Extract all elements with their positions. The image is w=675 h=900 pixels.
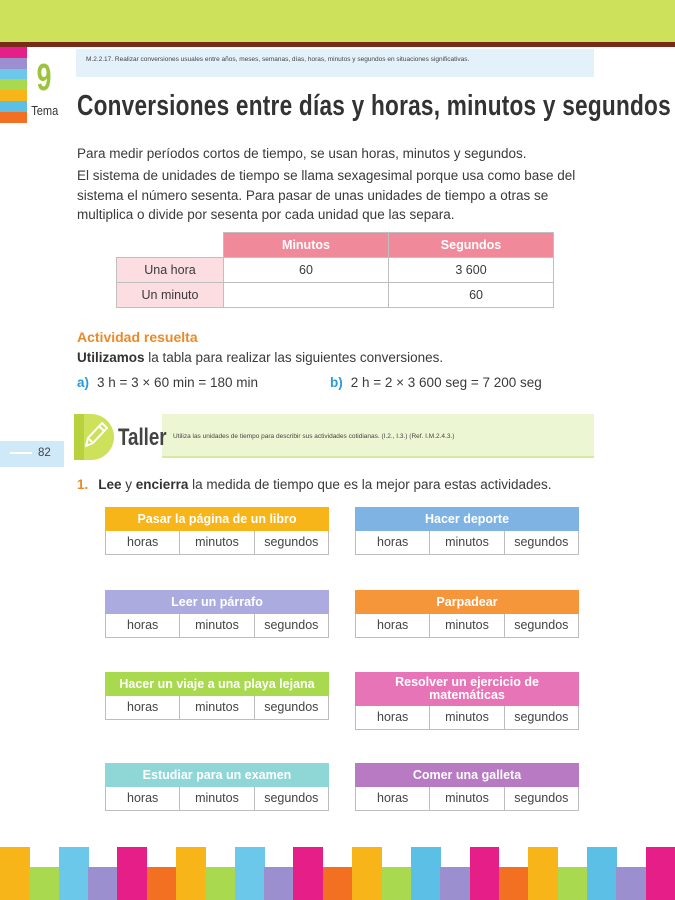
- bottom-stripe: [205, 867, 235, 900]
- taller-label: Taller: [118, 424, 167, 451]
- option-horas[interactable]: horas: [127, 700, 159, 714]
- bottom-stripe: [235, 847, 265, 900]
- bottom-stripe: [147, 867, 177, 900]
- intro-paragraph-1: Para medir períodos cortos de tiempo, se usan horas, minutos y segundos.: [77, 146, 527, 161]
- card-options: [355, 614, 579, 638]
- card-title: Hacer deporte: [355, 507, 579, 531]
- question-bold-1: Lee: [98, 477, 122, 492]
- taller-text: Utiliza las unidades de tiempo para describir sus actividades cotidianas. (I.2., I.3.) (Ref. I.M.2.4.3.): [173, 433, 455, 440]
- card-title: Resolver un ejercicio de matemáticas: [355, 672, 579, 706]
- item-b-text: 2 h = 2 × 3 600 seg = 7 200 seg: [350, 375, 542, 390]
- option-minutos[interactable]: minutos: [429, 787, 503, 810]
- item-a-text: 3 h = 3 × 60 min = 180 min: [97, 375, 258, 390]
- bottom-stripe: [411, 847, 441, 900]
- option-horas[interactable]: horas: [377, 535, 409, 549]
- option-horas[interactable]: horas: [377, 791, 409, 805]
- cell-minutos: [224, 283, 389, 308]
- table-row: [117, 258, 554, 283]
- option-minutos[interactable]: minutos: [179, 531, 253, 554]
- bottom-stripe: [382, 867, 412, 900]
- page-marker: [10, 452, 32, 454]
- cell-segundos: 3 600: [389, 258, 554, 283]
- activity-intro-bold: Utilizamos: [77, 350, 145, 365]
- card-title: Pasar la página de un libro: [105, 507, 329, 531]
- cell-minutos: 60: [224, 258, 389, 283]
- option-minutos[interactable]: minutos: [429, 531, 503, 554]
- bottom-stripe: [88, 867, 118, 900]
- activity-intro: [77, 350, 443, 365]
- question-rest: la medida de tiempo que es la mejor para estas actividades.: [188, 477, 552, 492]
- item-a-label: a): [77, 375, 90, 390]
- card-options: [105, 531, 329, 555]
- bottom-stripe: [323, 867, 353, 900]
- option-horas[interactable]: horas: [377, 618, 409, 632]
- bottom-stripe: [264, 867, 294, 900]
- activity-item-b: [330, 375, 542, 390]
- option-minutos[interactable]: minutos: [179, 787, 253, 810]
- item-b-label: b): [330, 375, 343, 390]
- question-mid: y: [121, 477, 136, 492]
- option-segundos[interactable]: segundos: [254, 696, 328, 719]
- bottom-stripe: [440, 867, 470, 900]
- bottom-stripe: [29, 867, 59, 900]
- card-options: [355, 787, 579, 811]
- option-segundos[interactable]: segundos: [254, 787, 328, 810]
- table-corner: [117, 233, 224, 258]
- page-number-bar: [0, 441, 64, 467]
- activity-card-viaje-playa: [105, 672, 329, 720]
- option-segundos[interactable]: segundos: [254, 614, 328, 637]
- card-title: Comer una galleta: [355, 763, 579, 787]
- table-header-minutos: Minutos: [224, 233, 389, 258]
- card-options: [105, 614, 329, 638]
- table-header-segundos: Segundos: [389, 233, 554, 258]
- intro-paragraph-2: El sistema de unidades de tiempo se llama sexagesimal porque usa como base del sistema el número sesenta. Para pasar de unas unidades de tiempo a otras se multiplica o divide por sesenta por cada unidad que las separa.: [77, 168, 576, 222]
- bottom-decorative-stripes: [0, 847, 675, 900]
- activity-card-parpadear: [355, 590, 579, 638]
- row-label: Una hora: [117, 258, 224, 283]
- card-options: [355, 531, 579, 555]
- bottom-stripe: [499, 867, 529, 900]
- activity-item-a: [77, 375, 258, 390]
- bottom-stripe: [528, 847, 558, 900]
- question-number: 1.: [77, 477, 89, 492]
- card-title: Leer un párrafo: [105, 590, 329, 614]
- option-minutos[interactable]: minutos: [429, 614, 503, 637]
- tema-number: 9: [36, 57, 52, 99]
- activity-card-pasar-pagina: [105, 507, 329, 555]
- option-minutos[interactable]: minutos: [179, 614, 253, 637]
- top-rule: [0, 42, 675, 47]
- card-title: Estudiar para un examen: [105, 763, 329, 787]
- standard-text: M.2.2.17. Realizar conversiones usuales entre años, meses, semanas, días, horas, minutos y segundos en situaciones significativas.: [86, 56, 470, 63]
- card-title: Parpadear: [355, 590, 579, 614]
- option-segundos[interactable]: segundos: [504, 614, 578, 637]
- bottom-stripe: [59, 847, 89, 900]
- activity-card-estudiar-examen: [105, 763, 329, 811]
- option-horas[interactable]: horas: [127, 618, 159, 632]
- tema-label: Tema: [31, 103, 59, 118]
- card-options: [355, 706, 579, 730]
- top-band: [0, 0, 675, 42]
- page-title: Conversiones entre días y horas, minutos y segundos: [77, 90, 671, 122]
- question-bold-2: encierra: [135, 477, 189, 492]
- side-stripes: [0, 47, 27, 123]
- card-title: Hacer un viaje a una playa lejana: [105, 672, 329, 696]
- activity-card-leer-parrafo: [105, 590, 329, 638]
- option-minutos[interactable]: minutos: [429, 706, 503, 729]
- option-horas[interactable]: horas: [127, 535, 159, 549]
- activity-card-resolver-ejercicio: [355, 672, 579, 730]
- card-options: [105, 696, 329, 720]
- cell-segundos: 60: [389, 283, 554, 308]
- card-options: [105, 787, 329, 811]
- pencil-icon: [80, 418, 110, 452]
- conversion-table: [116, 232, 554, 308]
- bottom-stripe: [587, 847, 617, 900]
- activity-title: Actividad resuelta: [77, 329, 198, 345]
- activity-intro-rest: la tabla para realizar las siguientes conversiones.: [144, 350, 444, 365]
- bottom-stripe: [616, 867, 646, 900]
- bottom-stripe: [646, 847, 675, 900]
- activity-card-comer-galleta: [355, 763, 579, 811]
- table-row: [117, 283, 554, 308]
- option-segundos[interactable]: segundos: [254, 531, 328, 554]
- question-1: [77, 477, 552, 492]
- bottom-stripe: [558, 867, 588, 900]
- bottom-stripe: [0, 847, 30, 900]
- bottom-stripe: [176, 847, 206, 900]
- bottom-stripe: [470, 847, 500, 900]
- standard-bar: [76, 49, 594, 77]
- option-horas[interactable]: horas: [377, 710, 409, 724]
- page-number: 82: [38, 447, 51, 459]
- option-segundos[interactable]: segundos: [504, 706, 578, 729]
- option-segundos[interactable]: segundos: [504, 787, 578, 810]
- option-segundos[interactable]: segundos: [504, 531, 578, 554]
- bottom-stripe: [117, 847, 147, 900]
- activity-card-hacer-deporte: [355, 507, 579, 555]
- option-horas[interactable]: horas: [127, 791, 159, 805]
- option-minutos[interactable]: minutos: [179, 696, 253, 719]
- bottom-stripe: [293, 847, 323, 900]
- row-label: Un minuto: [117, 283, 224, 308]
- bottom-stripe: [352, 847, 382, 900]
